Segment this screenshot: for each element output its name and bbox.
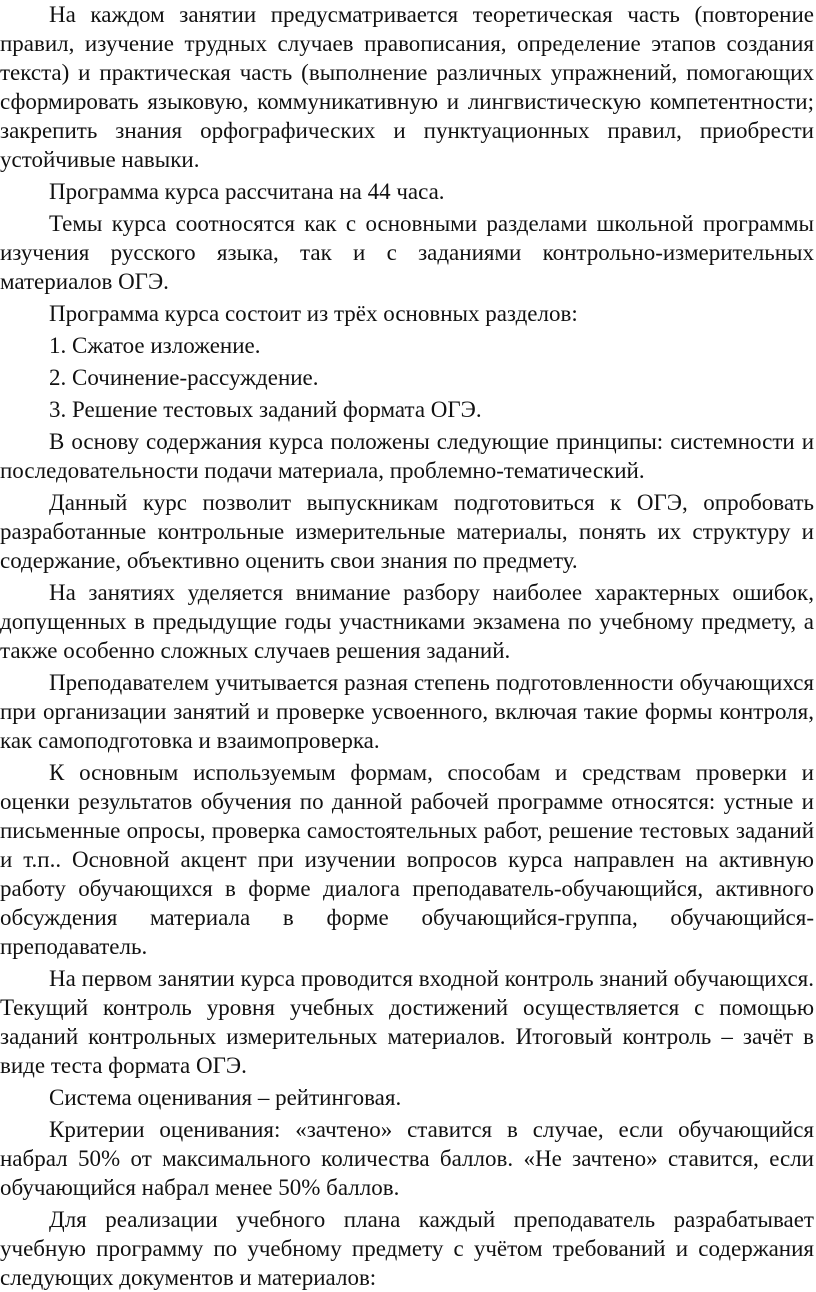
paragraph-curriculum-documents: Для реализации учебного плана каждый преподаватель разрабатывает учебную программу по учебному предмету с учётом требований и содержания следующих документов и материалов: bbox=[0, 1207, 814, 1290]
list-item-section-2: 2. Сочинение-рассуждение. bbox=[49, 365, 319, 390]
paragraph-lesson-structure: На каждом занятии предусматривается теоретическая часть (повторение правил, изучение трудных случаев правописания, определение этапов создания текста) и практическая часть (выполнение различных упражнений, помогающих сформировать языковую, коммуникативную и лингвистическую компетентности; закрепить знания орфографических и пунктуационных правил, приобрести устойчивые навыки. bbox=[0, 2, 814, 172]
paragraph-control-types: На первом занятии курса проводится входной контроль знаний обучающихся. Текущий контроль уровня учебных достижений осуществляется с помощью заданий контрольных измерительных материалов. Итоговый контроль – зачёт в виде теста формата ОГЭ. bbox=[0, 966, 814, 1078]
paragraph-grading-system: Система оценивания – рейтинговая. bbox=[49, 1085, 402, 1110]
paragraph-error-analysis: На занятиях уделяется внимание разбору наиболее характерных ошибок, допущенных в предыдущие годы участниками экзамена по учебному предмету, а также особенно сложных случаев решения заданий. bbox=[0, 580, 814, 663]
paragraph-teacher-approach: Преподавателем учитывается разная степень подготовленности обучающихся при организации занятий и проверке усвоенного, включая такие формы контроля, как самоподготовка и взаимопроверка. bbox=[0, 670, 814, 753]
list-item-section-1: 1. Сжатое изложение. bbox=[49, 333, 261, 358]
paragraph-assessment-forms: К основным используемым формам, способам и средствам проверки и оценки результатов обучения по данной рабочей программе относятся: устные и письменные опросы, проверка самостоятельных работ, решение тестовых заданий и т.п.. Основной акцент при изучении вопросов курса направлен на активную работу обучающихся в форме диалога преподаватель-обучающийся, активного обсуждения материала в форме обучающийся-группа, обучающийся-преподаватель. bbox=[0, 760, 814, 959]
paragraph-course-topics: Темы курса соотносятся как с основными разделами школьной программы изучения русского языка, так и с заданиями контрольно-измерительных материалов ОГЭ. bbox=[0, 211, 814, 294]
paragraph-principles: В основу содержания курса положены следующие принципы: системности и последовательности подачи материала, проблемно-тематический. bbox=[0, 429, 814, 483]
paragraph-course-sections: Программа курса состоит из трёх основных разделов: bbox=[49, 301, 578, 326]
paragraph-grading-criteria: Критерии оценивания: «зачтено» ставится в случае, если обучающийся набрал 50% от максимального количества баллов. «Не зачтено» ставится, если обучающийся набрал менее 50% баллов. bbox=[0, 1117, 814, 1200]
paragraph-course-hours: Программа курса рассчитана на 44 часа. bbox=[49, 179, 445, 204]
paragraph-course-benefits: Данный курс позволит выпускникам подготовиться к ОГЭ, опробовать разработанные контрольные измерительные материалы, понять их структуру и содержание, объективно оценить свои знания по предмету. bbox=[0, 490, 814, 573]
list-item-section-3: 3. Решение тестовых заданий формата ОГЭ. bbox=[49, 397, 482, 422]
